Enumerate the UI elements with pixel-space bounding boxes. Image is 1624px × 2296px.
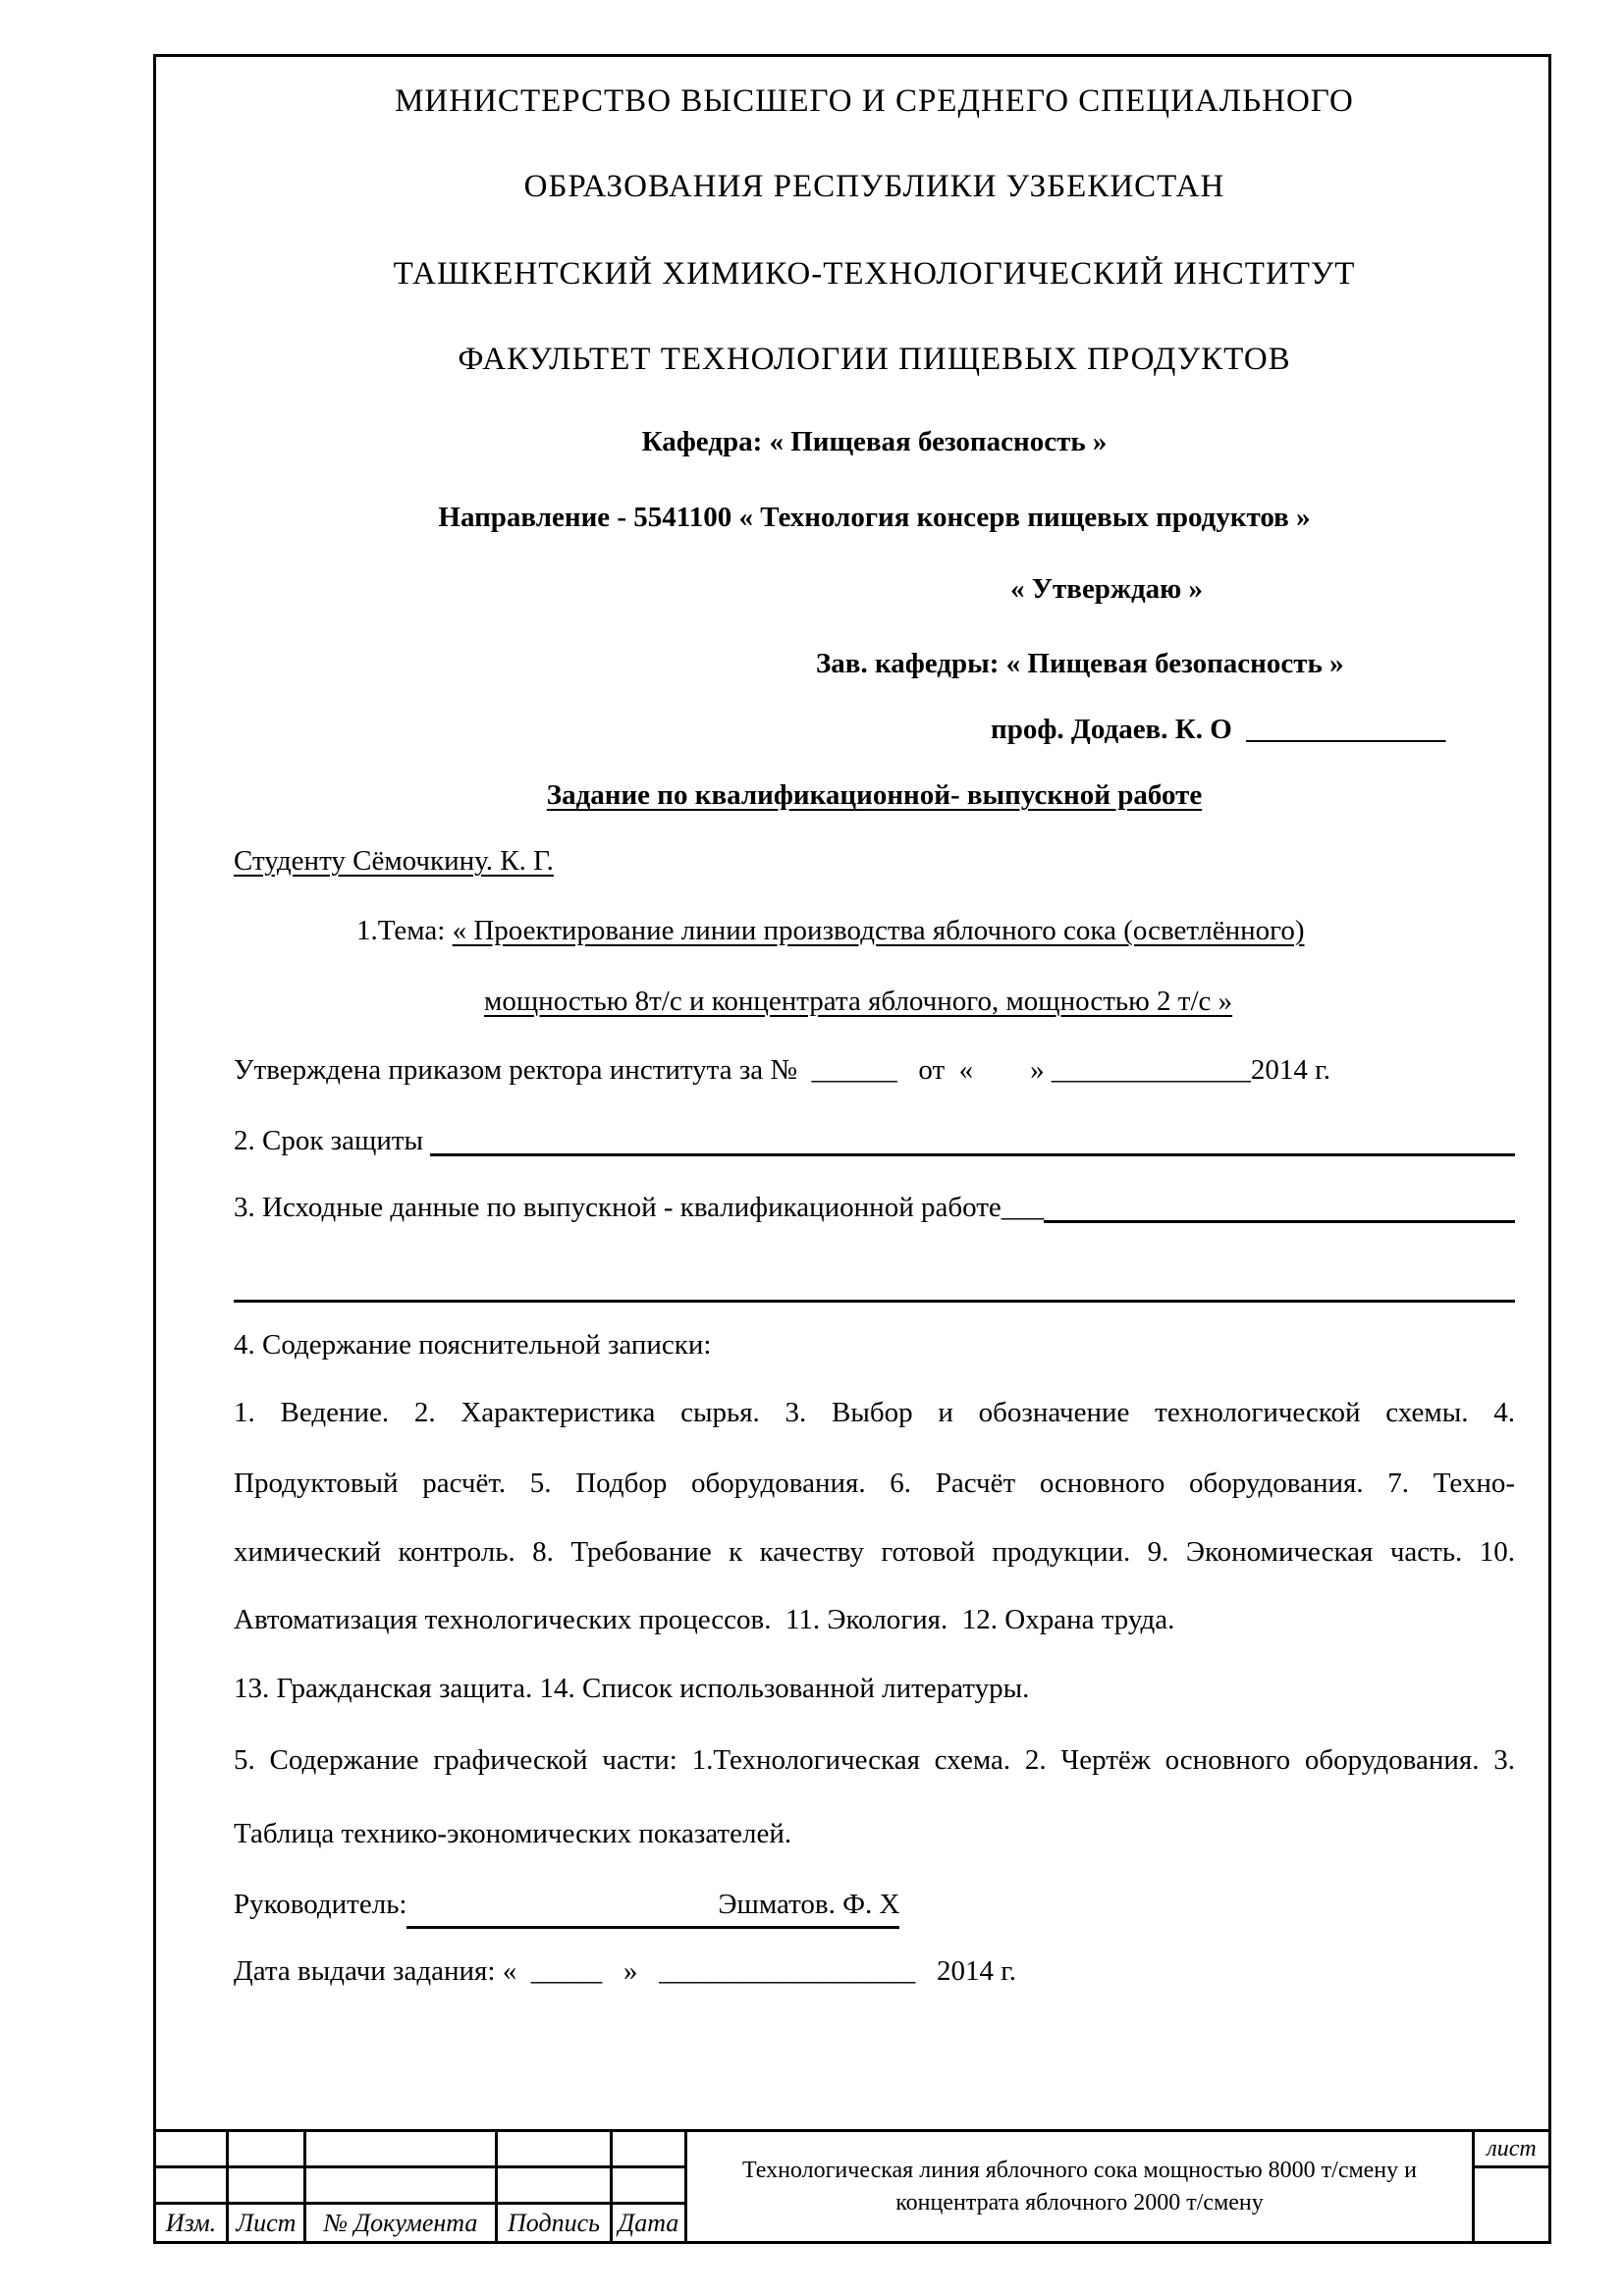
title-block-empty-cell [156,2132,229,2168]
project-title [687,2132,1475,2241]
theme-text-2: мощностью 8т/с и концентрата яблочного, мощностью 2 т/с » [484,986,1233,1017]
prof-signature-line: проф. Додаев. К. О ______________ [991,714,1446,745]
page-frame [153,54,1551,2244]
revision-label: Изм. [156,2205,229,2241]
note-contents-heading: 4. Содержание пояснительной записки: [234,1329,712,1361]
defense-term-line [234,1119,1515,1162]
zav-kafedry-line: Зав. кафедры: « Пищевая безопасность » [816,648,1344,679]
title-block-empty-cell [229,2132,306,2168]
ministry-line-2: ОБРАЗОВАНИЯ РЕСПУБЛИКИ УЗБЕКИСТАН [523,169,1225,204]
title-block-empty-cell [498,2132,613,2168]
title-block [156,2129,1548,2241]
napravlenie-line: Направление - 5541100 « Технология консерв пищевых продуктов » [438,502,1311,533]
student-line [234,839,1515,882]
civil-defense-line: 13. Гражданская защита. 14. Список использованной литературы. [234,1673,1030,1704]
theme-line-1 [234,909,1515,952]
initial-data-blank [1044,1220,1515,1223]
supervisor-label: Руководитель: [234,1889,407,1920]
document-body [234,57,1515,2241]
theme-line-2 [234,980,1515,1023]
institute-line: ТАШКЕНТСКИЙ ХИМИКО-ТЕХНОЛОГИЧЕСКИЙ ИНСТИТУТ [393,256,1356,292]
title-block-empty-cell [156,2168,229,2205]
assignment-title-text: Задание по квалификационной- выпускной работе [546,779,1203,811]
note-contents-line-1: 1. Ведение. 2. Характеристика сырья. 3. Выбор и обозначение технологической схемы. 4. [234,1397,1515,1428]
sheet-corner-empty-cell [1475,2168,1548,2241]
project-title-line-1: Технологическая линия яблочного сока мощностью 8000 т/смену и [741,2157,1417,2183]
note-contents-line-4: Автоматизация технологических процессов. 11. Экология. 12. Охрана труда. [234,1604,1175,1635]
sheet-col-label: Лист [229,2205,306,2241]
title-block-empty-cell [613,2132,687,2168]
utverzhdayu-line: « Утверждаю » [1010,573,1204,605]
student-line-text: Студенту Сёмочкину. К. Г. [234,845,554,877]
title-block-empty-cell [229,2168,306,2205]
theme-label: 1.Тема: [356,915,453,946]
initial-data-label: 3. Исходные данные по выпускной - квалификационной работе___ [234,1192,1045,1223]
defense-term-blank [430,1153,1515,1156]
graphic-part-line-1: 5. Содержание графической части: 1.Технологическая схема. 2. Чертёж основного оборудования. 3. [234,1744,1515,1776]
title-block-empty-cell [613,2168,687,2205]
graphic-part-line-2: Таблица технико-экономических показателей. [234,1818,792,1849]
note-contents-line-2: Продуктовый расчёт. 5. Подбор оборудования. 6. Расчёт основного оборудования. 7. Техно- [234,1468,1515,1499]
title-block-empty-cell [306,2132,498,2168]
issue-date-line: Дата выдачи задания: « _____ » __________________ 2014 г. [234,1955,1017,1987]
supervisor-signature [406,1883,899,1929]
theme-text-1: « Проектирование линии производства яблочного сока (осветлённого) [452,915,1305,946]
order-approval-line: Утверждена приказом ректора института за № ______ от « » ______________2014 г. [234,1054,1330,1086]
blank-rule-line [234,1264,1515,1303]
supervisor-name: Эшматов. Ф. Х [718,1889,900,1920]
defense-term-label: 2. Срок защиты [234,1125,431,1156]
date-label: Дата [613,2205,687,2241]
initial-data-line [234,1186,1515,1229]
doc-number-label: № Документа [306,2205,498,2241]
assignment-title [234,774,1515,817]
faculty-line: ФАКУЛЬТЕТ ТЕХНОЛОГИИ ПИЩЕВЫХ ПРОДУКТОВ [458,342,1291,377]
project-title-line-2: концентрата яблочного 2000 т/смену [895,2189,1264,2216]
kafedra-line: Кафедра: « Пищевая безопасность » [641,426,1108,457]
supervisor-line [234,1883,1515,1926]
ministry-line-1: МИНИСТЕРСТВО ВЫСШЕГО И СРЕДНЕГО СПЕЦИАЛЬНОГО [395,83,1354,119]
sheet-corner-label: лист [1475,2132,1548,2168]
signature-label: Подпись [498,2205,613,2241]
note-contents-line-3: химический контроль. 8. Требование к качеству готовой продукции. 9. Экономическая часть. 10. [234,1536,1515,1568]
title-block-empty-cell [306,2168,498,2205]
title-block-empty-cell [498,2168,613,2205]
